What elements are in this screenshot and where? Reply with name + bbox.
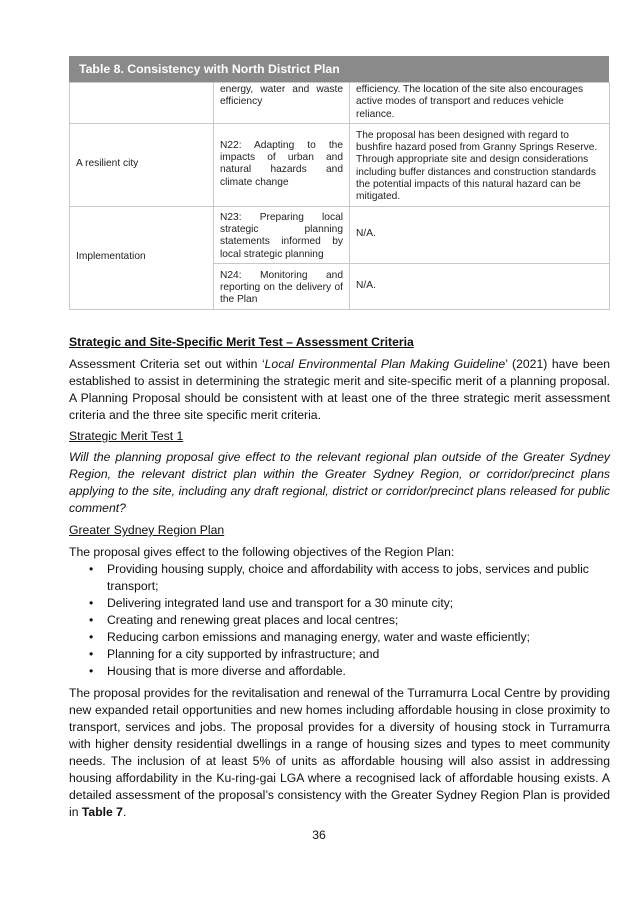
region-plan-heading: Greater Sydney Region Plan [69,523,225,537]
action-cell: energy, water and waste efficiency [214,83,350,124]
intro-paragraph: Assessment Criteria set out within ‘Local Environmental Plan Making Guideline’ (2021) have been established to assist in determining the strategic merit and site-specific merit of a planning proposal. A Planning Proposal should be consistent with at least one of the three strategic merit assessment criteria and the three site specific merit criteria. [69,357,610,422]
table-title: Table 8. Consistency with North District Plan [69,56,609,82]
comment-cell: N/A. [350,263,610,309]
comment-cell: N/A. [350,206,610,263]
table-row [70,123,610,206]
comment-cell: The proposal has been designed with regard to bushfire hazard posed from Granny Springs Reserve. Through appropriate site and design considerations including buffer distances and construction standards the potential impacts of this natural hazard can be mitigated. [350,123,610,206]
priority-cell [70,83,214,124]
page-number: 36 [312,828,326,842]
action-cell: N23: Preparing local strategic planning statements informed by local strategic planning [214,206,350,263]
section-heading: Strategic and Site-Specific Merit Test – Assessment Criteria [69,335,414,349]
list-item: • Creating and renewing great places and local centres; [107,612,610,629]
list-item: • Planning for a city supported by infrastructure; and [107,646,610,663]
priority-cell: A resilient city [70,123,214,206]
table-row [70,83,610,124]
consistency-table [69,82,610,310]
list-item: • Housing that is more diverse and affordable. [107,663,610,680]
list-item: • Delivering integrated land use and transport for a 30 minute city; [107,595,610,612]
objectives-list [69,561,610,680]
objectives-intro: The proposal gives effect to the following objectives of the Region Plan: [69,545,455,559]
test-heading: Strategic Merit Test 1 [69,429,184,443]
table-row [70,206,610,263]
priority-cell: Implementation [70,206,214,309]
action-cell: N24: Monitoring and reporting on the delivery of the Plan [214,263,350,309]
test-question: Will the planning proposal give effect to the relevant regional plan outside of the Greater Sydney Region, the relevant district plan within the Greater Sydney Region, or corridor/precinct plans applying to the site, including any draft regional, district or corridor/precinct plans released for public comment? [69,450,610,515]
list-item: • Reducing carbon emissions and managing energy, water and waste efficiently; [107,629,610,646]
assessment-section [69,334,610,821]
closing-paragraph: The proposal provides for the revitalisation and renewal of the Turramurra Local Centre by providing new expanded retail opportunities and new homes including affordable housing in close proximity to transport, services and jobs. The proposal provides for a diversity of housing stock in Turramurra with higher density residential dwellings in a range of housing sizes and types to meet community needs. The inclusion of at least 5% of units as affordable housing will also assist in addressing housing affordability in the Ku-ring-gai LGA where a recognised lack of affordable housing exists. A detailed assessment of the proposal’s consistency with the Greater Sydney Region Plan is provided in Table 7. [69,686,610,819]
comment-cell: efficiency. The location of the site also encourages active modes of transport and reduces vehicle reliance. [350,83,610,124]
action-cell: N22: Adapting to the impacts of urban and natural hazards and climate change [214,123,350,206]
list-item: • Providing housing supply, choice and affordability with access to jobs, services and public transport; [107,561,610,595]
